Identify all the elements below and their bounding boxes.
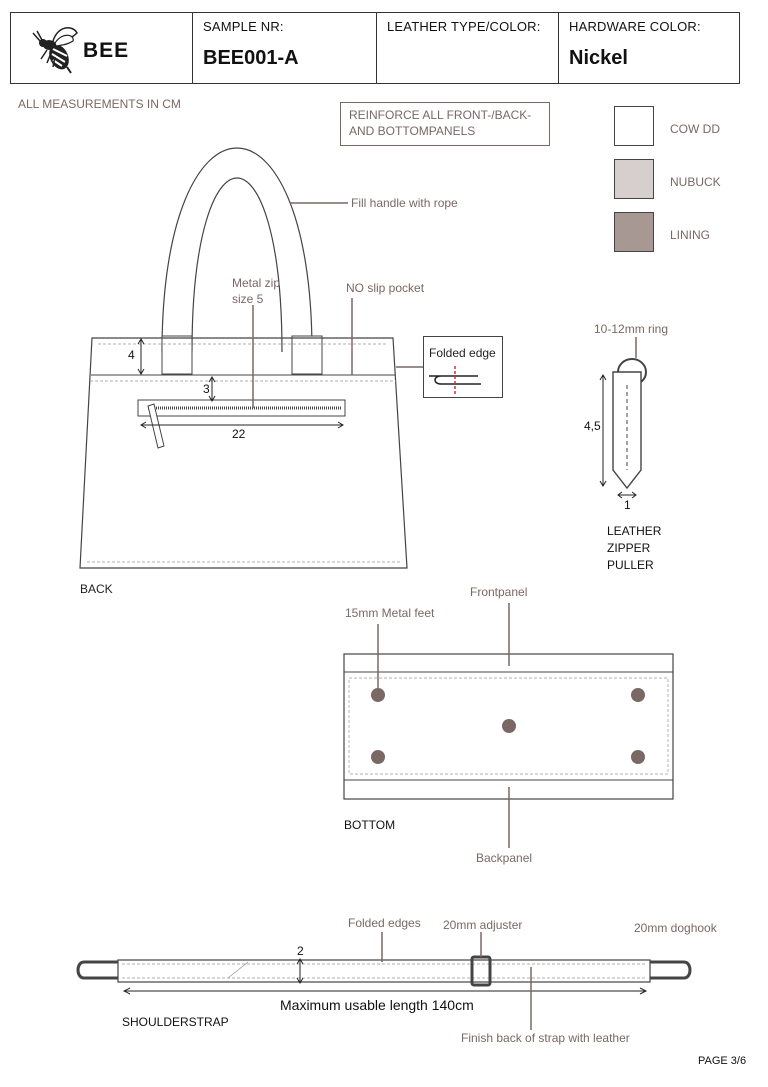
reinforce-line-2: AND BOTTOMPANELS	[349, 124, 476, 138]
handle-tab-right	[292, 336, 322, 374]
backpanel-label: Backpanel	[476, 851, 533, 865]
folded-edge-detail	[423, 336, 503, 398]
puller-label-line-3: PULLER	[607, 558, 654, 572]
handle-tab-left	[162, 336, 192, 374]
measurement-note: ALL MEASUREMENTS IN CM	[18, 97, 181, 111]
zip-note-line-1: Metal zip	[232, 276, 281, 290]
zip-note	[232, 275, 280, 307]
legend-nubuck: NUBUCK	[670, 175, 721, 189]
strap-adjuster	[472, 957, 490, 985]
legend-cow-dd: COW DD	[670, 122, 720, 136]
strap-length-note: Maximum usable length 140cm	[280, 997, 474, 1013]
puller-label-line-1: LEATHER	[607, 524, 662, 538]
doghook-right	[650, 962, 690, 978]
zip-note-line-2: size 5	[232, 292, 264, 306]
puller-label-line-2: ZIPPER	[607, 541, 651, 555]
feet-note: 15mm Metal feet	[345, 606, 435, 620]
metal-foot	[631, 750, 645, 764]
pocket-note: NO slip pocket	[346, 281, 425, 295]
frontpanel-label: Frontpanel	[470, 585, 528, 599]
dim-zip-length: 22	[232, 427, 246, 441]
metal-foot	[631, 688, 645, 702]
handle-inner	[192, 178, 282, 352]
back-label: BACK	[80, 582, 113, 596]
brand-name: BEE	[83, 39, 130, 62]
shoulderstrap-label: SHOULDERSTRAP	[122, 1015, 229, 1029]
doghook-note: 20mm doghook	[634, 921, 717, 935]
sample-label: SAMPLE NR:	[203, 19, 284, 34]
metal-foot	[502, 719, 516, 733]
ring-note: 10-12mm ring	[594, 322, 669, 336]
puller-height-dim: 4,5	[584, 419, 601, 433]
strap-width-dim: 2	[297, 944, 304, 958]
sample-value: BEE001-A	[203, 47, 299, 69]
reinforce-line-1: REINFORCE ALL FRONT-/BACK-	[349, 108, 532, 122]
bottom-label: BOTTOM	[344, 818, 396, 832]
doghook-left	[78, 962, 118, 978]
zipper	[138, 400, 345, 416]
hardware-value: Nickel	[569, 47, 628, 69]
zip-puller	[148, 404, 164, 448]
handle-note: Fill handle with rope	[351, 196, 458, 210]
puller-width-dim: 1	[624, 498, 631, 512]
adjuster-note: 20mm adjuster	[443, 918, 523, 932]
legend-lining: LINING	[670, 228, 711, 242]
hardware-label: HARDWARE COLOR:	[569, 19, 701, 34]
bag-body	[80, 338, 407, 568]
page-number: PAGE 3/6	[698, 1055, 747, 1067]
strap	[118, 960, 650, 982]
finish-note: Finish back of strap with leather	[461, 1031, 630, 1045]
dim-top: 4	[128, 348, 135, 362]
folded-edges-note: Folded edges	[348, 916, 421, 930]
metal-foot	[371, 750, 385, 764]
puller-label	[607, 523, 661, 574]
dim-zip-offset: 3	[203, 382, 210, 396]
folded-edge-label: Folded edge	[429, 346, 496, 360]
leather-label: LEATHER TYPE/COLOR:	[387, 19, 541, 34]
